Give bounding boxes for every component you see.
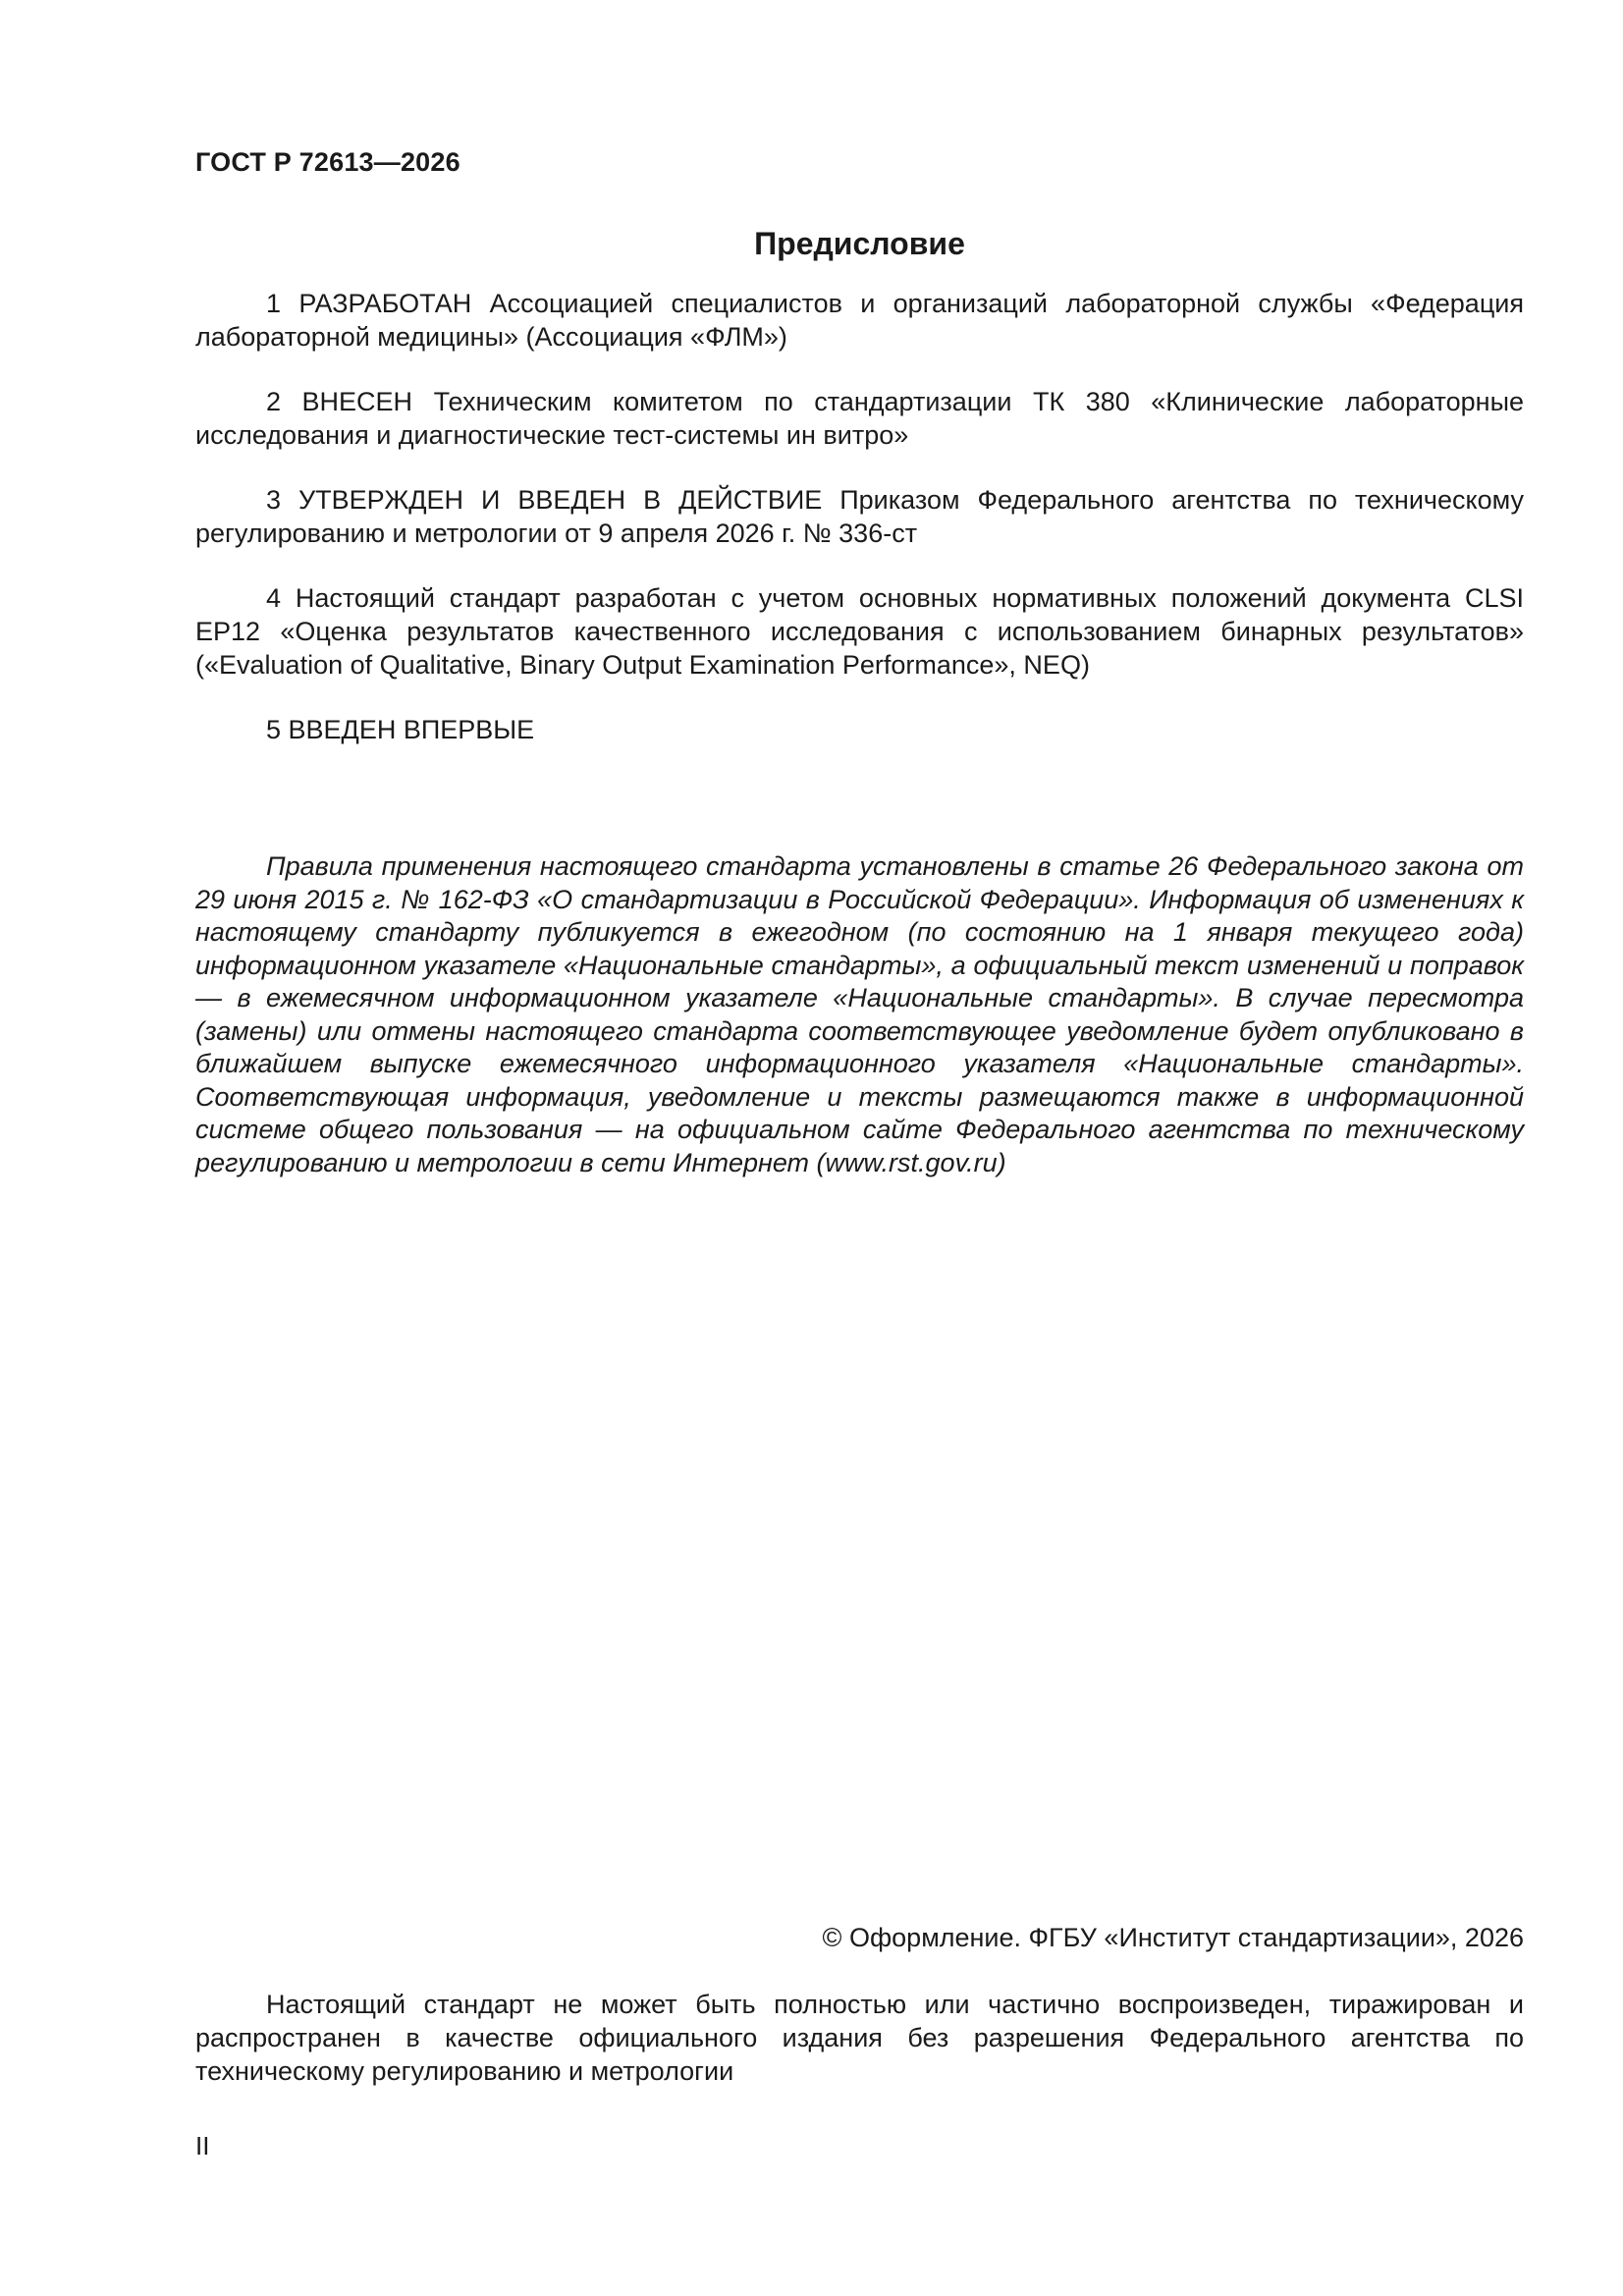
foreword-item-5: 5 ВВЕДЕН ВПЕРВЫЕ (266, 715, 535, 744)
copyright-line: © Оформление. ФГБУ «Институт стандартизации», 2026 (822, 1923, 1524, 1952)
page-number: II (195, 2131, 210, 2160)
foreword-item-3: 3 УТВЕРЖДЕН И ВВЕДЕН В ДЕЙСТВИЕ Приказом Федерального агентства по техническому регулированию и метрологии от 9 апреля 2026 г. № 336-ст (195, 485, 1524, 548)
foreword-item-2: 2 ВНЕСЕН Техническим комитетом по стандартизации ТК 380 «Клинические лабораторные исследования и диагностические тест-системы ин витро» (195, 387, 1524, 450)
foreword-title: Предисловие (754, 226, 965, 261)
application-rules-notice: Правила применения настоящего стандарта установлены в статье 26 Федерального закона от 29 июня 2015 г. № 162-ФЗ «О стандартизации в Российской Федерации». Информация об изменениях к настоящему стандарту публикуется в ежегодном (по состоянию на 1 января текущего года) информационном указателе «Национальные стандарты», а официальный текст изменений и поправок — в ежемесячном информационном указателе «Национальные стандарты». В случае пересмотра (замены) или отмены настоящего стандарта соответствующее уведомление будет опубликовано в ближайшем выпуске ежемесячного информационного указателя «Национальные стандарты». Соответствующая информация, уведомление и тексты размещаются также в информационной системе общего пользования — на официальном сайте Федерального агентства по техническому регулированию и метрологии в сети Интернет (www.rst.gov.ru) (195, 851, 1524, 1177)
document-code: ГОСТ Р 72613—2026 (195, 147, 460, 177)
foreword-item-1: 1 РАЗРАБОТАН Ассоциацией специалистов и организаций лабораторной службы «Федерация лабораторной медицины» (Ассоциация «ФЛМ») (195, 289, 1524, 352)
foreword-item-4: 4 Настоящий стандарт разработан с учетом основных нормативных положений документа CLSI EP12 «Оценка результатов качественного исследования с использованием бинарных результатов» («Evaluation of Qualitative, Binary Output Examination Performance», NEQ) (195, 583, 1524, 680)
reproduction-notice: Настоящий стандарт не может быть полностью или частично воспроизведен, тиражирован и распространен в качестве официального издания без разрешения Федерального агентства по техническому регулированию и метрологии (195, 1990, 1524, 2086)
document-page (195, 0, 1524, 2296)
foreword-items (195, 287, 1524, 778)
